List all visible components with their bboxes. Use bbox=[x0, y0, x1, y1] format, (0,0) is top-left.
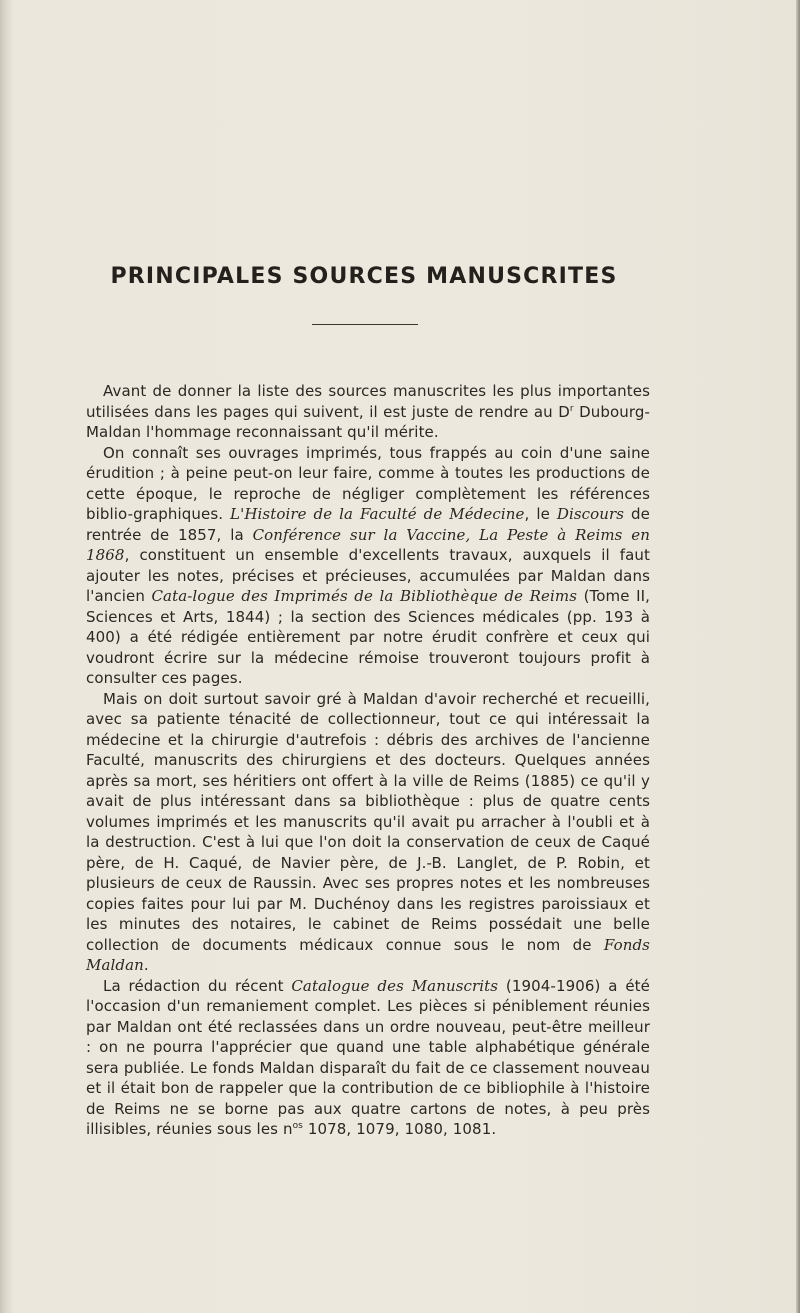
page-title: PRINCIPALES SOURCES MANUSCRITES bbox=[110, 264, 618, 289]
paragraph-3: Mais on doit surtout savoir gré à Maldan d'avoir recherché et recueilli, avec sa patiente ténacité de collectionneur, tout ce qui intéressait la médecine et la chirurgie d'autrefois : débris des archives de l'ancienne Faculté, manuscrits des chirurgiens et des docteurs. Quelques années après sa mort, ses héritiers ont offert à la ville de Reims (1885) ce qu'il y avait de plus intéressant dans sa bibliothèque : plus de quatre cents volumes imprimés et les manuscrits qu'il avait pu arracher à l'oubli et à la destruction. C'est à lui que l'on doit la conservation de ceux de Caqué père, de H. Caqué, de Navier père, de J.-B. Langlet, de P. Robin, et plusieurs de ceux de Raussin. Avec ses propres notes et les nombreuses copies faites pour lui par M. Duchénoy dans les registres paroissiaux et les minutes des notaires, le cabinet de Reims possédait une belle collection de documents médicaux connue sous le nom de Fonds Maldan. bbox=[86, 689, 650, 974]
paragraph-4: La rédaction du récent Catalogue des Manuscrits (1904-1906) a été l'occasion d'un remaniement complet. Les pièces si péniblement réunies par Maldan ont été reclassées dans un ordre nouveau, peut-être meilleur : on ne pourra l'apprécier que quand une table alphabétique générale sera publiée. Le fonds Maldan disparaît du fait de ce classement nouveau et il était bon de rappeler que la contribution de ce bibliophile à l'histoire de Reims ne se borne pas aux quatre cartons de notes, à peu près illisibles, réunies sous les $n^{os}$ 1078, 1079, 1080, 1081. bbox=[86, 976, 650, 1138]
body-text bbox=[86, 381, 650, 1140]
page-edge bbox=[796, 0, 800, 1313]
paragraph-2: On connaît ses ouvrages imprimés, tous frappés au coin d'une saine érudition ; à peine peut-on leur faire, comme à toutes les productions de cette époque, le reproche de négliger complètement les références biblio-graphiques. L'Histoire de la Faculté de Médecine, le Discours de rentrée de 1857, la Conférence sur la Vaccine, La Peste à Reims en 1868, constituent un ensemble d'excellents travaux, auxquels il faut ajouter les notes, précises et précieuses, accumulées par Maldan dans l'ancien Cata-logue des Imprimés de la Bibliothèque de Reims (Tome II, Sciences et Arts, 1844) ; la section des Sciences médicales (pp. 193 à 400) a été rédigée entièrement par notre érudit confrère et ceux qui voudront écrire sur la médecine rémoise trouveront toujours profit à consulter ces pages. bbox=[86, 443, 651, 687]
title-rule bbox=[312, 324, 418, 325]
paragraph-1: Avant de donner la liste des sources manuscrites les plus importantes utilisées dans les pages qui suivent, il est juste de rendre au $D^r$ Dubourg-Maldan l'hommage reconnaissant qu'il mérite. bbox=[86, 382, 650, 441]
